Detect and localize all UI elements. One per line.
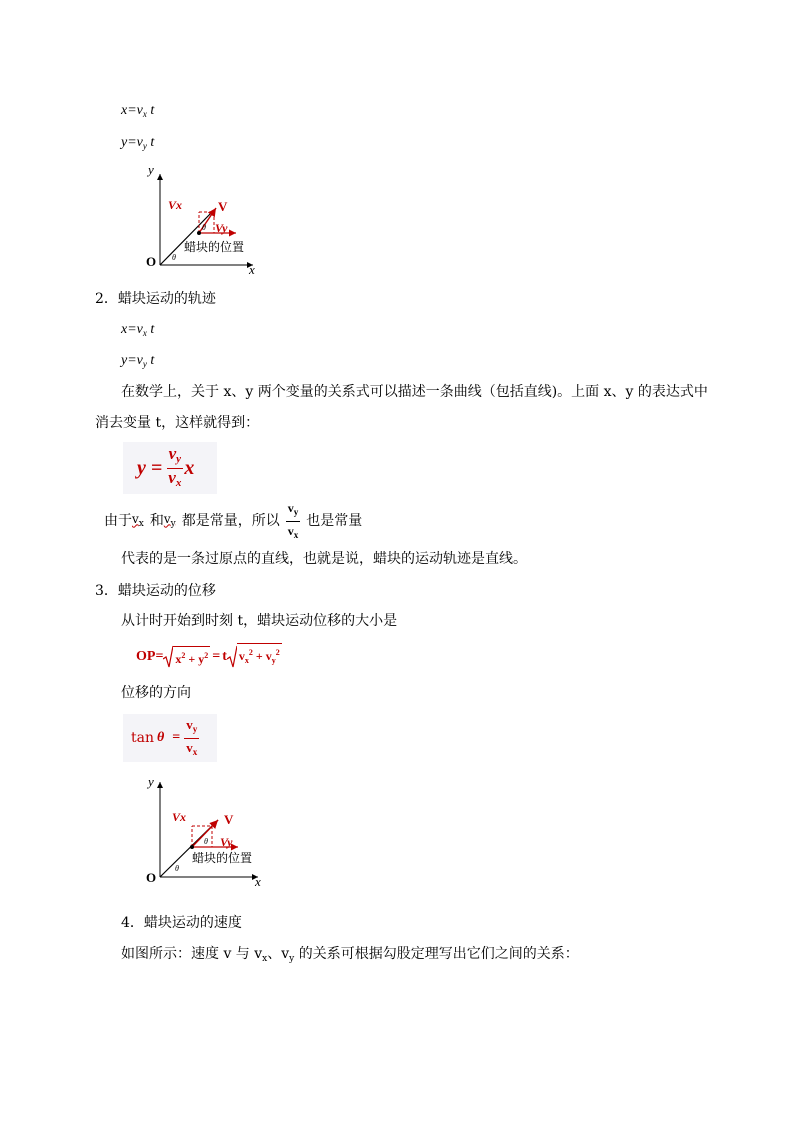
vy-label: Vy xyxy=(215,221,228,235)
vx-label: Vx xyxy=(172,810,187,824)
theta-label-top: θ xyxy=(204,837,208,846)
sqrt-sign xyxy=(227,645,237,669)
trajectory-line xyxy=(160,210,214,265)
x-axis-label: x xyxy=(255,874,261,889)
displacement-formula: OP= $x^2 + y^2$ = t $v_x^2 + v_y^2$ xyxy=(136,644,282,670)
section-4-heading: 4．蜡块运动的速度 xyxy=(121,915,242,931)
y-axis-label: y xyxy=(148,162,154,177)
velocity-paragraph: 如图所示：速度 v 与 $v_x$、$v_y$ 的关系可根据勾股定理写出它们之间的关系： xyxy=(121,946,579,964)
paragraph-line-2: 消去变量 t，这样就得到： xyxy=(95,415,260,431)
equation-x-top: $x=v_x$ t xyxy=(121,103,155,119)
theta-label-origin: θ xyxy=(172,253,176,262)
equation-y-section2: $y=v_y$ t xyxy=(121,353,155,369)
v-label: V xyxy=(218,199,228,214)
theta-label-top: θ xyxy=(202,223,206,232)
y-axis-label: y xyxy=(148,774,154,789)
equation-y-top: $y=v_y$ t xyxy=(121,135,155,151)
velocity-diagram-1 xyxy=(118,160,278,278)
velocity-diagram-2 xyxy=(118,772,278,890)
position-point xyxy=(197,231,201,235)
tan-formula: tan θ = $\frac{v_y}{v_x}$ xyxy=(123,714,217,762)
origin-label: O xyxy=(146,870,157,885)
constant-note: 由于 $v_x$ 和 $v_y$ 都是常量，所以 $\frac{v_y}{v_x}$ 也是常量 xyxy=(104,500,363,540)
trajectory-formula: y = $\frac{v_y}{v_x}$ x xyxy=(123,442,217,494)
position-point xyxy=(190,845,194,849)
direction-label: 位移的方向 xyxy=(121,685,191,701)
vx-label: Vx xyxy=(168,198,183,212)
paragraph-line-1: 在数学上，关于 x、y 两个变量的关系式可以描述一条曲线（包括直线)。上面 x、y 的表达式中 xyxy=(121,384,708,400)
sqrt-sign xyxy=(163,645,173,669)
vy-label: Vy xyxy=(220,835,233,849)
equation-x-section2: $x=v_x$ t xyxy=(121,322,155,338)
section-2-heading: 2．蜡块运动的轨迹 xyxy=(95,291,216,307)
x-axis-label: x xyxy=(249,262,255,277)
origin-label: O xyxy=(146,254,157,269)
displacement-paragraph: 从计时开始到时刻 t，蜡块运动位移的大小是 xyxy=(121,613,398,629)
section-3-heading: 3．蜡块运动的位移 xyxy=(95,583,216,599)
theta-label-origin: θ xyxy=(175,864,179,873)
v-label: V xyxy=(224,812,234,827)
position-label: 蜡块的位置 xyxy=(192,851,253,865)
position-label: 蜡块的位置 xyxy=(184,240,245,254)
trajectory-conclusion: 代表的是一条过原点的直线，也就是说，蜡块的运动轨迹是直线。 xyxy=(121,551,527,567)
